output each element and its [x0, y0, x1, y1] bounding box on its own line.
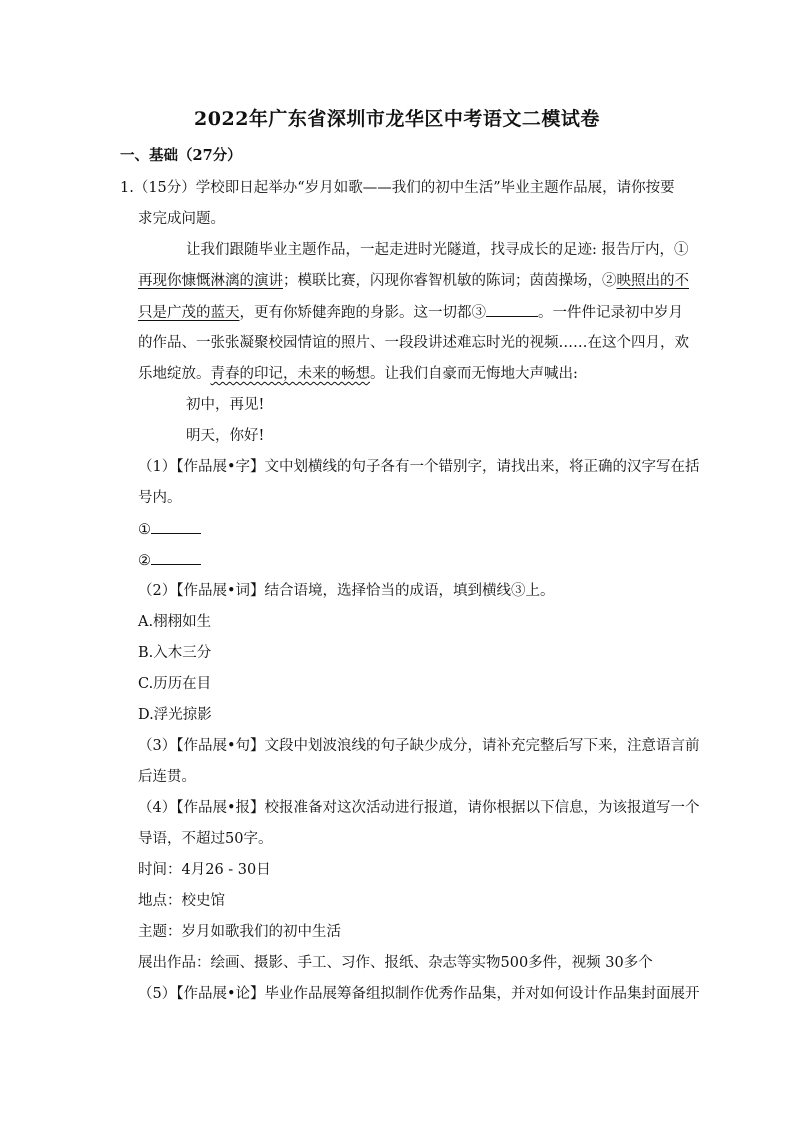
passage-line-1: 让我们跟随毕业主题作品，一起走进时光隧道，找寻成长的足迹: 报告厅内，① [186, 242, 689, 258]
option-c: C.历历在目 [138, 676, 212, 692]
sub-question-3-cont: 后连贯。 [138, 769, 196, 785]
question-1-header: 1.（15分）学校即日起举办“岁月如歌——我们的初中生活”毕业主题作品展，请你按要 [120, 180, 675, 196]
underlined-sentence-2: 映照出的不 [616, 273, 689, 289]
info-place: 地点：校史馆 [138, 893, 225, 909]
answer-blank-2: ② [138, 550, 201, 571]
passage-line-5: 乐地绽放。青春的印记，未来的畅想。让我们自豪而无悔地大声喊出: [138, 366, 578, 382]
passage-line-2: 再现你慷慨淋漓的演讲；模联比赛，闪现你睿智机敏的陈词；茵茵操场，②映照出的不 [138, 273, 689, 289]
passage-line-3: 只是广茂的蓝天，更有你矫健奔跑的身影。这一切都③ 。一件件记录初中岁月 [138, 302, 683, 323]
sub-question-1: （1）【作品展•字】文中划横线的句子各有一个错别字，请找出来，将正确的汉字写在括 [138, 459, 700, 475]
shout-line-1: 初中，再见! [186, 397, 265, 413]
blank-line-2[interactable] [151, 550, 201, 565]
blank-line-1[interactable] [151, 519, 201, 534]
option-a: A.栩栩如生 [138, 614, 212, 630]
shout-line-2: 明天，你好! [186, 428, 265, 444]
sub-question-4-cont: 导语，不超过50字。 [138, 831, 273, 847]
sub-question-4: （4）【作品展•报】校报准备对这次活动进行报道，请你根据以下信息，为该报道写一个 [138, 800, 700, 816]
underlined-sentence-2-cont: 只是广茂的蓝天 [138, 305, 240, 321]
info-time: 时间：4月26 - 30日 [138, 862, 271, 878]
sub-question-3: （3）【作品展•句】文段中划波浪线的句子缺少成分，请补充完整后写下来，注意语言前 [138, 738, 700, 754]
sub-question-1-cont: 号内。 [138, 490, 182, 506]
option-d: D.浮光掠影 [138, 707, 212, 723]
sub-question-2: （2）【作品展•词】结合语境，选择恰当的成语，填到横线③上。 [138, 583, 555, 599]
blank-3[interactable] [486, 302, 538, 317]
answer-blank-1: ① [138, 519, 201, 540]
passage-line-4: 的作品、一张张凝聚校园情谊的照片、一段段讲述难忘时光的视频……在这个四月，欢 [138, 335, 689, 351]
section-heading: 一、基础（27分） [120, 147, 242, 164]
wavy-sentence: 青春的印记，未来的畅想 [210, 366, 370, 382]
option-b: B.入木三分 [138, 645, 212, 661]
info-theme: 主题：岁月如歌我们的初中生活 [138, 924, 341, 940]
sub-question-5: （5）【作品展•论】毕业作品展筹备组拟制作优秀作品集，并对如何设计作品集封面展开 [138, 986, 700, 1002]
underlined-sentence-1: 再现你慷慨淋漓的演讲 [138, 273, 283, 289]
page-title: 2022年广东省深圳市龙华区中考语文二模试卷 [194, 108, 600, 130]
info-works: 展出作品：绘画、摄影、手工、习作、报纸、杂志等实物500多件，视频 30多个 [138, 955, 653, 971]
question-1-header-cont: 求完成问题。 [138, 211, 225, 227]
